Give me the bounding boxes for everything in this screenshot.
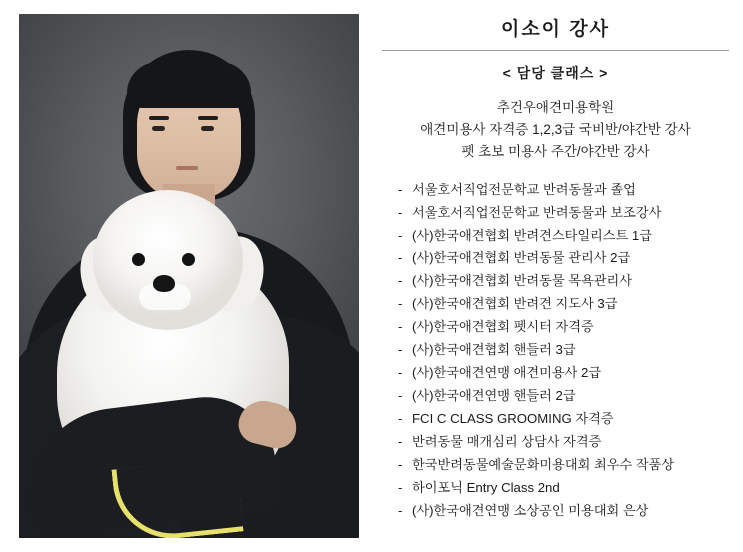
credential-text: (사)한국애견협회 반려동물 관리사 2급 (412, 250, 631, 266)
credential-text: 서울호서직업전문학교 반려동물과 졸업 (412, 181, 636, 197)
bullet-dash: - (398, 204, 403, 220)
affiliation-line: 애견미용사 자격증 1,2,3급 국비반/야간반 강사 (420, 121, 691, 137)
bullet-dash: - (398, 227, 403, 243)
list-item (398, 225, 729, 248)
credential-text: 한국반려동물예술문화미용대회 최우수 작품상 (412, 457, 675, 473)
bullet-dash: - (398, 342, 403, 358)
bullet-dash: - (398, 503, 403, 519)
credential-text: (사)한국애견협회 핸들러 3급 (412, 342, 576, 358)
affiliation-line: 펫 초보 미용사 주간/야간반 강사 (461, 143, 650, 159)
list-item (398, 454, 729, 477)
bullet-dash: - (398, 273, 403, 289)
list-item (398, 339, 729, 362)
list-item (398, 270, 729, 293)
person-eyebrow-right (198, 116, 218, 120)
credential-text: (사)한국애견협회 반려동물 목욕관리사 (412, 273, 632, 289)
person-eyebrow-left (149, 116, 169, 120)
credentials-list (382, 179, 729, 524)
page-title: 이소이 강사 (500, 19, 611, 40)
info-pane (372, 0, 743, 552)
person-mouth (176, 166, 198, 170)
title-divider (382, 50, 729, 51)
credential-text: (사)한국애견연맹 소상공인 미용대회 은상 (412, 503, 649, 519)
bullet-dash: - (398, 388, 403, 404)
bullet-dash: - (398, 411, 403, 427)
list-item (398, 362, 729, 385)
person-fringe (127, 62, 251, 108)
instructor-photo (19, 14, 359, 538)
bullet-dash: - (398, 434, 403, 450)
credential-text: (사)한국애견협회 반려견 지도사 3급 (412, 296, 618, 312)
credential-text: 반려동물 매개심리 상담사 자격증 (412, 434, 602, 450)
list-item (398, 500, 729, 523)
credential-text: 하이포닉 Entry Class 2nd (412, 480, 560, 496)
bullet-dash: - (398, 250, 403, 266)
credential-text: FCI C CLASS GROOMING 자격증 (412, 411, 614, 427)
credential-text: (사)한국애견협회 반려견스타일리스트 1급 (412, 227, 653, 243)
credential-text: (사)한국애견연맹 애견미용사 2급 (412, 365, 602, 381)
person-eye-left (152, 126, 165, 131)
bullet-dash: - (398, 319, 403, 335)
dog-eye-left (132, 253, 145, 266)
affiliation-block (382, 97, 729, 163)
dog-eye-right (182, 253, 195, 266)
bullet-dash: - (398, 181, 403, 197)
credential-text: (사)한국애견협회 펫시터 자격증 (412, 319, 594, 335)
affiliation-line: 추건우애견미용학원 (496, 100, 615, 115)
bullet-dash: - (398, 296, 403, 312)
bullet-dash: - (398, 365, 403, 381)
list-item (398, 408, 729, 431)
credential-text: 서울호서직업전문학교 반려동물과 보조강사 (412, 204, 662, 220)
person-eye-right (201, 126, 214, 131)
list-item (398, 247, 729, 270)
list-item (398, 431, 729, 454)
list-item (398, 385, 729, 408)
credential-text: (사)한국애견연맹 핸들러 2급 (412, 388, 576, 404)
list-item (398, 477, 729, 500)
list-item (398, 179, 729, 202)
bullet-dash: - (398, 457, 403, 473)
list-item (398, 202, 729, 225)
list-item (398, 293, 729, 316)
bullet-dash: - (398, 480, 403, 496)
list-item (398, 316, 729, 339)
dog-nose (153, 275, 175, 292)
section-subhead: < 담당 클래스 > (502, 65, 609, 81)
